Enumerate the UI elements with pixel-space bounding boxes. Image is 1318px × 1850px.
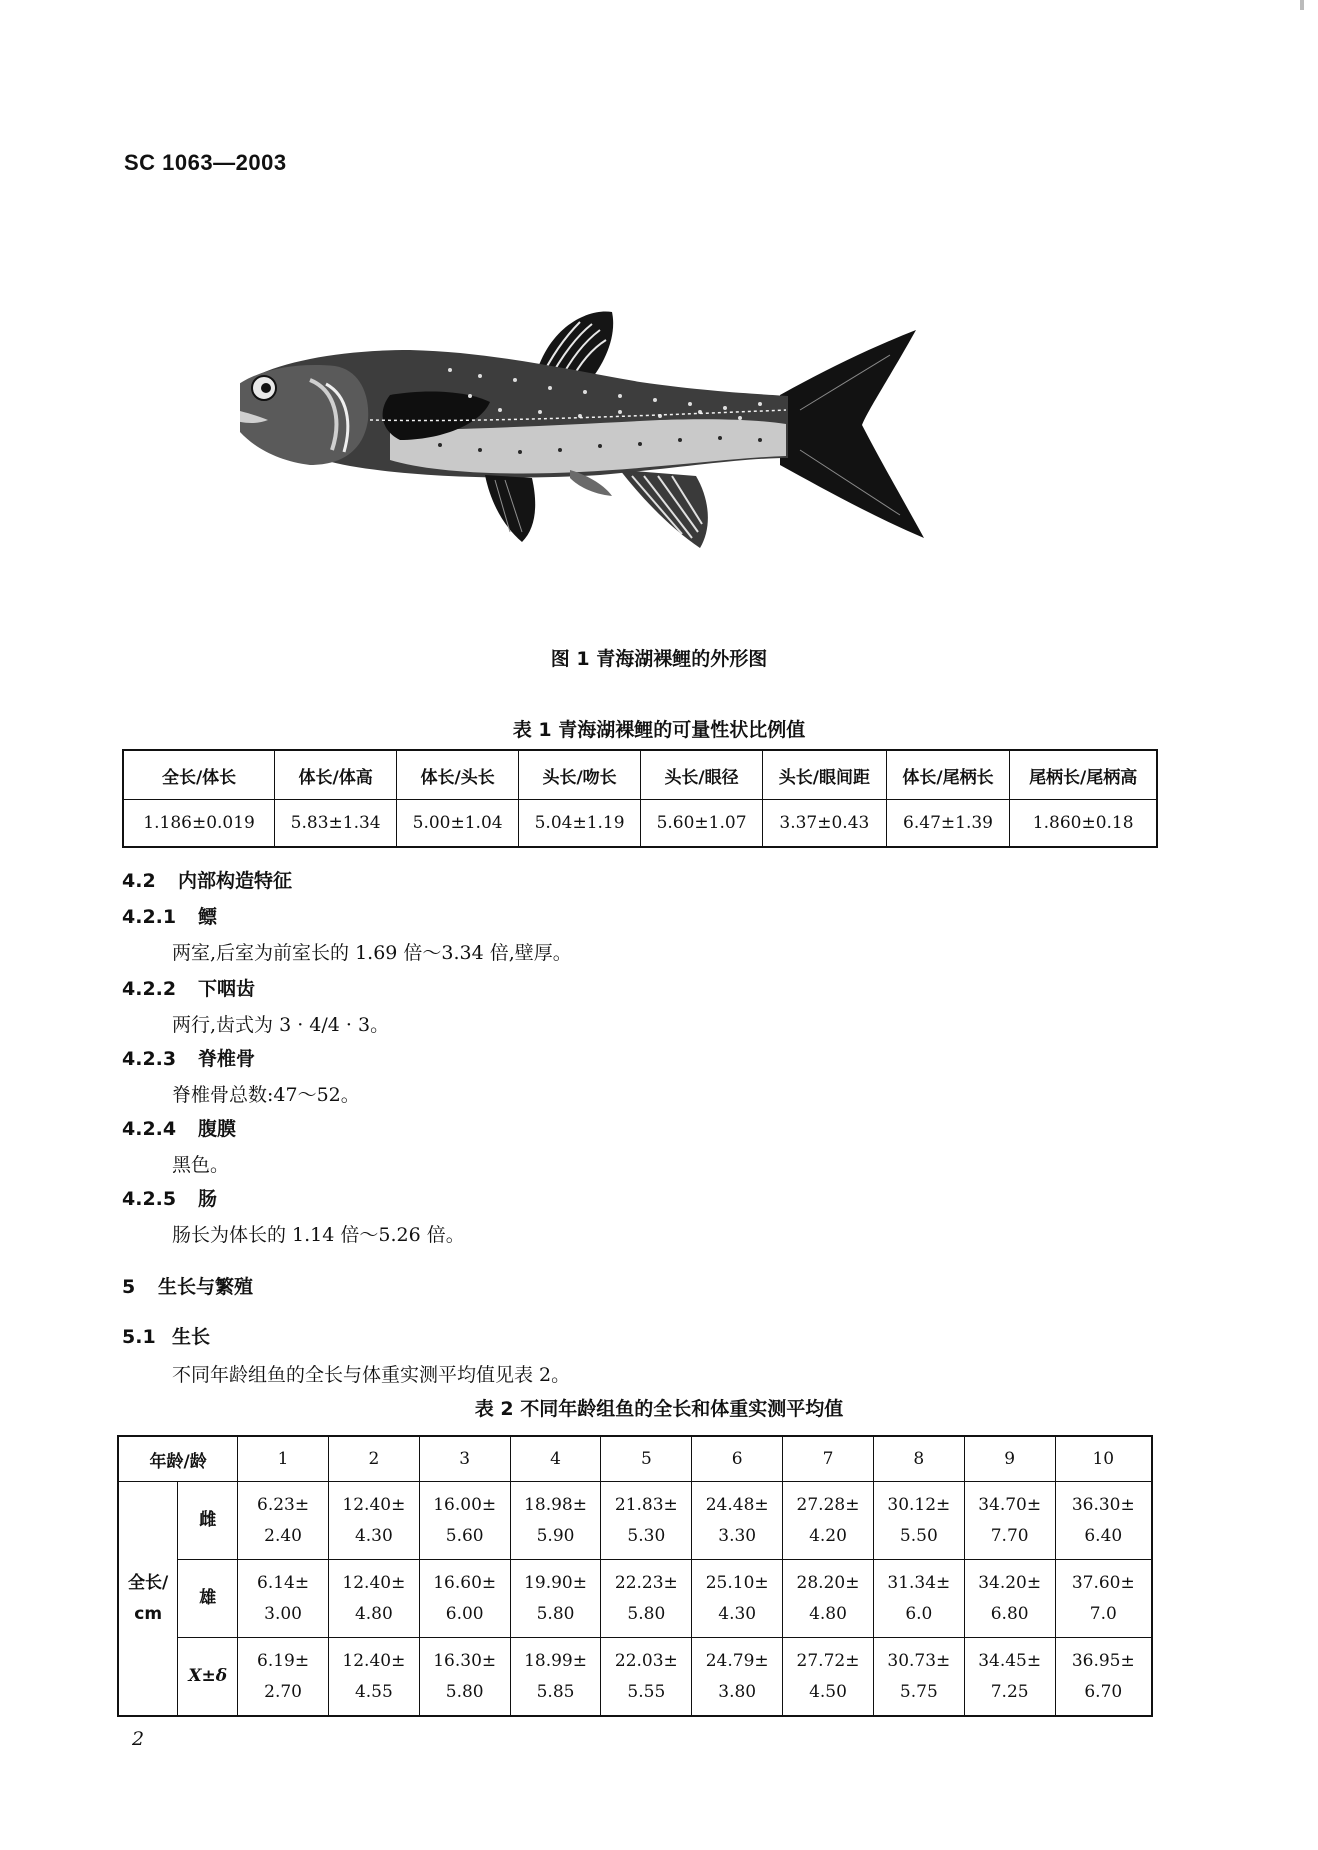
table1-value-cell: 5.04±1.19	[519, 800, 641, 848]
page-number: 2	[132, 1728, 145, 1750]
table1-header-cell: 头长/眼间距	[763, 750, 887, 800]
table2-cell: 19.90± 5.80	[510, 1560, 601, 1638]
table2-cell: 24.48± 3.30	[692, 1482, 783, 1560]
section-number: 4.2.1	[122, 906, 177, 928]
table1-header-cell: 全长/体长	[123, 750, 275, 800]
table2-cell: 36.30± 6.40	[1055, 1482, 1152, 1560]
table1-header-cell: 体长/头长	[397, 750, 519, 800]
section-5-1-heading	[122, 1322, 210, 1349]
table2-age-label: 年龄/龄	[118, 1436, 238, 1482]
section-4-2-4-text: 黑色。	[172, 1154, 230, 1176]
table2-age-cell: 9	[964, 1436, 1055, 1482]
table2-row-male	[118, 1560, 1152, 1638]
table1-value-row	[123, 800, 1157, 848]
section-title: 鳔	[198, 906, 218, 928]
table2-age-cell: 5	[601, 1436, 692, 1482]
table2-row-mean	[118, 1638, 1152, 1717]
section-4-2-3-heading	[122, 1044, 255, 1071]
section-number: 5	[122, 1276, 136, 1298]
section-number: 4.2	[122, 870, 156, 892]
table2-cell: 34.45± 7.25	[964, 1638, 1055, 1717]
table1-value-cell: 5.83±1.34	[275, 800, 397, 848]
table1-header-cell: 体长/尾柄长	[886, 750, 1010, 800]
table1-header-cell: 头长/眼径	[641, 750, 763, 800]
table2-cell: 12.40± 4.80	[328, 1560, 419, 1638]
section-4-2-4-heading	[122, 1114, 236, 1141]
table2-cell: 36.95± 6.70	[1055, 1638, 1152, 1717]
table2-cell: 27.28± 4.20	[783, 1482, 874, 1560]
section-4-2-1-text: 两室,后室为前室长的 1.69 倍～3.34 倍,壁厚。	[172, 942, 572, 964]
fish-drawing	[240, 300, 1040, 590]
table1-header-cell: 尾柄长/尾柄高	[1010, 750, 1157, 800]
table1-value-cell: 5.00±1.04	[397, 800, 519, 848]
table2-cell: 6.19± 2.70	[238, 1638, 329, 1717]
table2-title: 表 2 不同年龄组鱼的全长和体重实测平均值	[474, 1398, 844, 1420]
table2-age-cell: 3	[419, 1436, 510, 1482]
table2-cell: 30.73± 5.75	[873, 1638, 964, 1717]
table2-cell: 16.00± 5.60	[419, 1482, 510, 1560]
section-number: 4.2.4	[122, 1118, 177, 1140]
table2-row-female	[118, 1482, 1152, 1560]
table2-cell: 30.12± 5.50	[873, 1482, 964, 1560]
table1-header-cell: 体长/体高	[275, 750, 397, 800]
section-4-2-1-heading	[122, 902, 217, 929]
section-5-heading	[122, 1272, 253, 1299]
table2-cell: 6.14± 3.00	[238, 1560, 329, 1638]
table2-cell: 16.60± 6.00	[419, 1560, 510, 1638]
table2-age-cell: 7	[783, 1436, 874, 1482]
table2-cell: 6.23± 2.40	[238, 1482, 329, 1560]
table1-value-cell: 6.47±1.39	[886, 800, 1010, 848]
table2-group-label-line1: 全长/	[128, 1572, 169, 1593]
table2-row-label: 雌	[178, 1482, 238, 1560]
table2-cell: 12.40± 4.55	[328, 1638, 419, 1717]
table2-cell: 18.98± 5.90	[510, 1482, 601, 1560]
table2-cell: 34.20± 6.80	[964, 1560, 1055, 1638]
table1-value-cell: 1.186±0.019	[123, 800, 275, 848]
section-number: 4.2.2	[122, 978, 177, 1000]
section-4-2-3-text: 脊椎骨总数:47～52。	[172, 1084, 360, 1106]
section-title: 腹膜	[198, 1118, 237, 1140]
table2-cell: 18.99± 5.85	[510, 1638, 601, 1717]
table2-cell: 31.34± 6.0	[873, 1560, 964, 1638]
table1-header-cell: 头长/吻长	[519, 750, 641, 800]
table2-age-cell: 10	[1055, 1436, 1152, 1482]
section-4-2-heading	[122, 866, 292, 893]
section-number: 5.1	[122, 1326, 156, 1348]
document-id: SC 1063—2003	[124, 150, 287, 175]
scan-edge-mark	[1300, 0, 1304, 10]
table2-cell: 28.20± 4.80	[783, 1560, 874, 1638]
table2-cell: 24.79± 3.80	[692, 1638, 783, 1717]
table2-group-label	[118, 1482, 178, 1717]
table1-title: 表 1 青海湖裸鲤的可量性状比例值	[512, 719, 806, 741]
section-number: 4.2.3	[122, 1048, 177, 1070]
table2-cell: 37.60± 7.0	[1055, 1560, 1152, 1638]
section-4-2-2-text: 两行,齿式为 3 · 4/4 · 3。	[172, 1014, 390, 1036]
table1-value-cell: 1.860±0.18	[1010, 800, 1157, 848]
table2-age-cell: 4	[510, 1436, 601, 1482]
table2-cell: 27.72± 4.50	[783, 1638, 874, 1717]
table2-row-label: X±δ	[178, 1638, 238, 1717]
section-title: 肠	[198, 1188, 218, 1210]
table2-cell: 25.10± 4.30	[692, 1560, 783, 1638]
section-4-2-5-heading	[122, 1184, 217, 1211]
table2-header-row	[118, 1436, 1152, 1482]
table2-cell: 21.83± 5.30	[601, 1482, 692, 1560]
table2-age-cell: 6	[692, 1436, 783, 1482]
section-title: 下咽齿	[198, 978, 256, 1000]
table1	[122, 749, 1158, 848]
table2-group-label-line2: cm	[134, 1603, 163, 1624]
table2-row-label: 雄	[178, 1560, 238, 1638]
section-4-2-2-heading	[122, 974, 255, 1001]
section-4-2-5-text: 肠长为体长的 1.14 倍～5.26 倍。	[172, 1224, 465, 1246]
section-title: 生长	[172, 1326, 211, 1348]
table2-cell: 16.30± 5.80	[419, 1638, 510, 1717]
table1-value-cell: 3.37±0.43	[763, 800, 887, 848]
table1-value-cell: 5.60±1.07	[641, 800, 763, 848]
section-title: 内部构造特征	[178, 870, 293, 892]
figure-caption: 图 1 青海湖裸鲤的外形图	[550, 648, 768, 670]
section-title: 脊椎骨	[198, 1048, 256, 1070]
table2-age-cell: 8	[873, 1436, 964, 1482]
section-5-1-text: 不同年龄组鱼的全长与体重实测平均值见表 2。	[172, 1364, 571, 1386]
section-title: 生长与繁殖	[158, 1276, 254, 1298]
table2-cell: 34.70± 7.70	[964, 1482, 1055, 1560]
table2-age-cell: 2	[328, 1436, 419, 1482]
table2-cell: 22.03± 5.55	[601, 1638, 692, 1717]
table2-cell: 12.40± 4.30	[328, 1482, 419, 1560]
table2-age-cell: 1	[238, 1436, 329, 1482]
fish-illustration	[240, 300, 1040, 590]
section-number: 4.2.5	[122, 1188, 177, 1210]
table1-header-row	[123, 750, 1157, 800]
table2	[117, 1435, 1153, 1717]
table2-cell: 22.23± 5.80	[601, 1560, 692, 1638]
